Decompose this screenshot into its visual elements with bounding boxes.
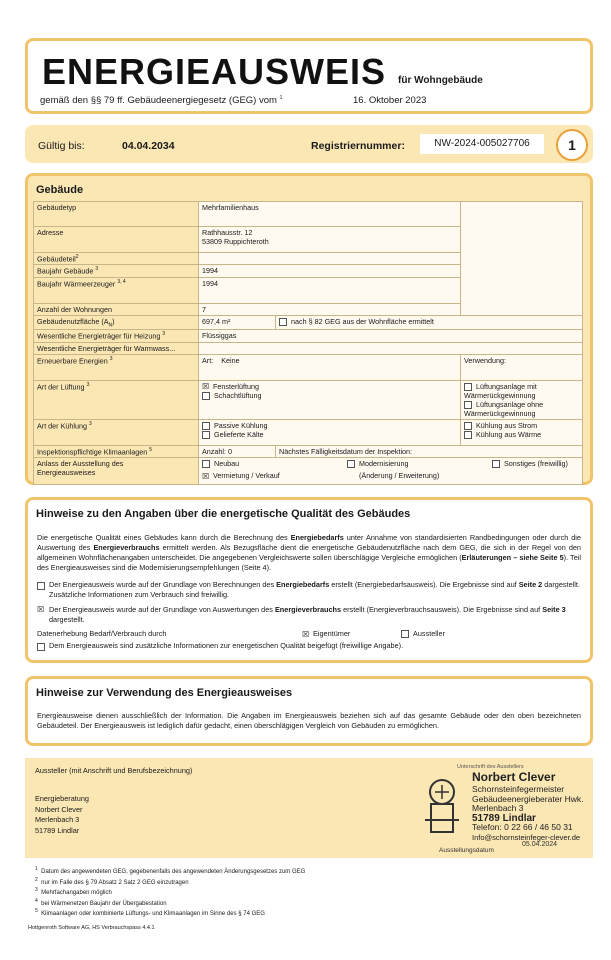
demand-option: Der Energieausweis wurde auf der Grundlage von Berechnungen des Energiebedarfs erstellt (Energiebedarfsausweis). Die Ergebnisse sind auf Seite 2 dargestellt. Zusätzliche Informationen zum Verbrauch sind freiwillig. [37,580,581,600]
checkbox-unchecked-icon [464,422,472,430]
checkbox-checked-icon: ☒ [202,471,210,481]
year-built-value: 1994 [199,265,461,277]
year-built-label: Baujahr Gebäude $^3$ [34,265,199,277]
checkbox-unchecked-icon [464,401,472,409]
hot-water-carrier-value [199,342,583,354]
dwelling-count-value: 7 [199,303,461,315]
cooling-options-left: Passive Kühlung Gelieferte Kälte [199,419,461,445]
valid-until-label: Gültig bis: [38,140,85,152]
cooling-label: Art der Kühlung $^3$ [34,419,199,445]
checkbox-unchecked-icon [492,460,500,468]
certificate-header [25,38,593,114]
checkbox-unchecked-icon [401,630,409,638]
law-date: 16. Oktober 2023 [353,95,427,106]
building-part-label: Gebäudeteil$^2$ [34,253,199,265]
floor-area-label: Gebäudenutzfläche $(A_N)$ [34,315,199,329]
ac-count: Anzahl: 0 [199,445,276,457]
usage-text: Energieausweise dienen ausschließlich der Information. Die Angaben im Energieausweis beziehen sich auf das gesamte Gebäude oder den oben bezeichneten Gebäudeteil. Der Energieausweis ist lediglich dafür gedacht, einen überschlägigen Vergleich von Gebäuden zu ermöglichen. [37,711,581,730]
building-part-value [199,253,461,265]
renewables-label: Erneuerbare Energien $^3$ [34,354,199,380]
ventilation-options-left: ☒ Fensterlüftung Schachtlüftung [199,380,461,419]
checkbox-unchecked-icon [202,460,210,468]
floor-area-value: 697,4 m² [199,315,276,329]
building-type-label: Gebäudetyp [34,202,199,227]
document-title-suffix: für Wohngebäude [398,75,483,86]
software-credit: Hottgenroth Software AG, HS Verbrauchspass 4.4.1 [28,925,155,931]
ac-inspection-label: Inspektionspflichtige Klimaanlagen $^5$ [34,445,199,457]
building-photo-area [461,202,583,316]
checkbox-checked-icon: ☒ [302,629,310,639]
issue-date-label: Ausstellungsdatum [439,847,494,854]
quality-notes-section [25,497,593,663]
stamp-name: Norbert Clever [472,770,556,784]
heating-carrier-value: Flüssiggas [199,330,583,342]
section-title-quality: Hinweise zu den Angaben über die energetische Qualität des Gebäudes [36,508,411,520]
checkbox-unchecked-icon [347,460,355,468]
heating-carrier-label: Wesentliche Energieträger für Heizung $^3$ [34,330,199,342]
stamp-details: Schornsteinfegermeister Gebäudeenergieberater Hwk. Merlenbach 3 51789 Lindlar Telefon: 0 22 66 / 46 50 31 Info@schornsteinfeger-clever.de [472,784,584,842]
hot-water-carrier-label: Wesentliche Energieträger für Warmwass... [34,342,199,354]
address-label: Adresse [34,227,199,253]
renewables-type: Art: Keine [199,354,461,380]
issuer-section [25,758,593,858]
checkbox-checked-icon: ☒ [37,605,45,614]
validity-bar [25,125,593,163]
ventilation-options-right: Lüftungsanlage mit Wärmerückgewinnung Lüftungsanlage ohne Wärmerückgewinnung [461,380,583,419]
consumption-option: ☒ Der Energieausweis wurde auf der Grundlage von Auswertungen des Energieverbrauchs erstellt (Energieverbrauchsausweis). Die Ergebnisse sind auf Seite 3 dargestellt. [37,605,566,624]
floor-area-check: nach § 82 GEG aus der Wohnfläche ermittelt [276,315,583,329]
ac-next-inspection: Nächstes Fälligkeitsdatum der Inspektion: [276,445,583,457]
generator-year-value: 1994 [199,277,461,303]
building-section [25,173,593,485]
footnotes: $^1$ Datum des angewendeten GEG, gegebenenfalls des angewendeten Änderungsgesetzes zum GEG $^2$ nur im Falle des § 79 Absatz 2 Satz 2 GEG einzutragen $^3$ Mehrfachangaben möglich $^4$ bei Wärmenetzen Baujahr der Übergabestation $^5$ Klimaanlagen oder kombinierte Lüftungs- und Klimaanlagen im Sinne des § 74 GEG [35,866,306,917]
checkbox-unchecked-icon [202,431,210,439]
building-table [33,201,583,485]
usage-notes-section [25,676,593,746]
checkbox-unchecked-icon [202,422,210,430]
checkbox-unchecked-icon [202,392,210,400]
data-collection-row: Datenerhebung Bedarf/Verbrauch durch ☒ Eigentümer Aussteller [37,629,446,639]
issuer-label: Aussteller (mit Anschrift und Berufsbezeichnung) [35,766,193,775]
checkbox-unchecked-icon [37,643,45,651]
registration-label: Registriernummer: [311,140,405,152]
ventilation-label: Art der Lüftung $^3$ [34,380,199,419]
chimney-sweep-emblem-icon [417,772,467,842]
renewables-use: Verwendung: [461,354,583,380]
issue-reason-label: Anlass der Ausstellung des Energieausweises [34,458,199,485]
valid-until-value: 04.04.2034 [122,140,175,152]
dwelling-count-label: Anzahl der Wohnungen [34,303,199,315]
checkbox-checked-icon: ☒ [202,382,210,392]
section-title-usage: Hinweise zur Verwendung des Energieausweises [36,687,293,699]
checkbox-unchecked-icon [37,582,45,590]
issue-reason-options: Neubau ☒ Vermietung / Verkauf Modernisierung (Änderung / Erweiterung) Sonstiges (freiwillig) [199,458,583,485]
cooling-options-right: Kühlung aus Strom Kühlung aus Wärme [461,419,583,445]
issuer-address: Energieberatung Norbert Clever Merlenbach 3 51789 Lindlar [35,794,89,835]
registration-number: NW-2024-005027706 [420,134,544,154]
checkbox-unchecked-icon [279,318,287,326]
additional-info-option: Dem Energieausweis sind zusätzliche Informationen zur energetischen Qualität beigefügt (freiwillige Angabe). [37,641,581,651]
section-title-building: Gebäude [36,184,84,196]
building-type-value: Mehrfamilienhaus [199,202,461,227]
quality-intro-text: Die energetische Qualität eines Gebäudes kann durch die Berechnung des Energiebedarfs unter Annahme von standardisierten Randbedingungen oder durch die Auswertung des Energieverbrauchs ermittelt werden. Als Bezugsfläche dient die energetische Gebäudenutzfläche nach dem GEG, die sich in der Regel von den allgemeinen Wohnflächenangaben unterscheidet. Die angegebenen Vergleichswerte sollen überschlägige Vergleiche ermöglichen (Erläuterungen – siehe Seite 5). Teil des Energieausweises sind die Modernisierungsempfehlungen (Seite 4). [37,533,581,572]
checkbox-unchecked-icon [464,431,472,439]
signature-caption: Unterschrift des Ausstellers [457,764,524,770]
document-subtitle: gemäß den §§ 79 ff. Gebäudeenergiegesetz (GEG) vom $^1$ [40,95,283,107]
issuer-stamp [417,764,589,856]
address-value: Rathhausstr. 12 53809 Ruppichteroth [199,227,461,253]
issue-date: 05.04.2024 [522,841,558,848]
checkbox-unchecked-icon [464,383,472,391]
generator-year-label: Baujahr Wärmeerzeuger $^{3, 4}$ [34,277,199,303]
document-title: ENERGIEAUSWEIS [42,51,387,92]
page-number-badge: 1 [556,129,588,161]
